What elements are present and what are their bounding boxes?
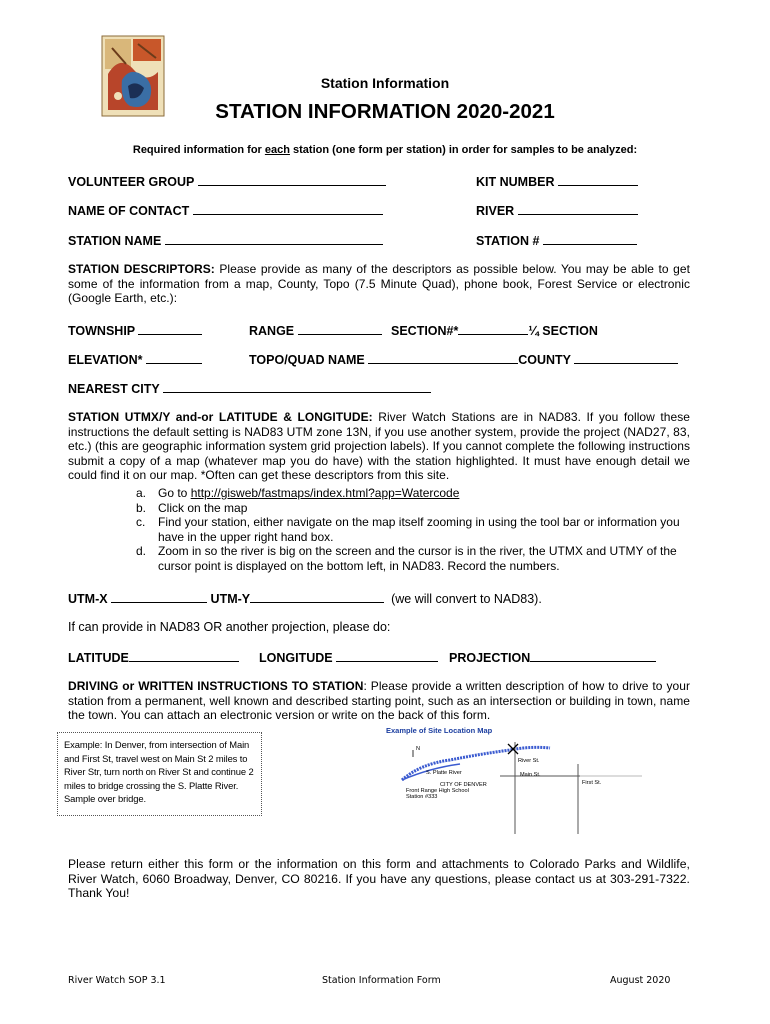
range-field[interactable] [249, 322, 382, 338]
required-note-each: each [264, 144, 290, 156]
section-field[interactable] [391, 322, 598, 338]
utm-paragraph [68, 410, 690, 483]
required-note [0, 144, 770, 156]
river-field[interactable] [476, 202, 638, 218]
station-name-blank[interactable] [165, 232, 383, 245]
utm-x-blank[interactable] [111, 590, 207, 603]
river-label: RIVER [476, 204, 515, 218]
station-number-field[interactable] [476, 232, 637, 248]
nearest-city-blank[interactable] [163, 380, 431, 393]
driving-paragraph [68, 679, 690, 723]
quarter-section-label: ¼ SECTION [528, 324, 598, 338]
station-label: Station #333 [406, 794, 438, 800]
footer-right: August 2020 [610, 975, 671, 986]
first-st-label: First St. [582, 780, 602, 786]
latitude-blank[interactable] [129, 649, 239, 662]
list-item-text: Click on the map [158, 500, 248, 515]
projection-field[interactable] [449, 649, 656, 665]
utm-text: River Watch Stations are in NAD83. If you follow these instructions the default setting is NAD83 UTM zone 13N, if you use another system, provide the project (NAD27, 83, etc.) (this are geographic information system grid projection labels). If you cannot complete the following instructions submit a copy of a map (whatever map you do have) with the station highlighted. It must have enough detail we could find it on our map. *Often can get these descriptors from this site. [68, 410, 690, 483]
station-number-blank[interactable] [543, 232, 637, 245]
kit-number-label: KIT NUMBER [476, 175, 555, 189]
nearest-city-field[interactable] [68, 380, 431, 396]
utm-y-blank[interactable] [250, 590, 384, 603]
township-label: TOWNSHIP [68, 324, 135, 338]
convert-note: (we will convert to NAD83). [391, 592, 542, 606]
list-item-key: b. [136, 500, 147, 515]
kit-number-blank[interactable] [558, 173, 638, 186]
section-blank[interactable] [458, 322, 528, 335]
list-item-key: c. [136, 515, 146, 529]
map-title: Example of Site Location Map [386, 726, 493, 735]
list-item-text: Find your station, either navigate on the map itself zooming in using the tool bar or information you have in the upper right hand box. [158, 515, 680, 544]
list-item-key: a. [136, 486, 147, 500]
longitude-label: LONGITUDE [259, 651, 333, 665]
example-directions-box: Example: In Denver, from intersection of Main and First St, travel west on Main St 2 miles to River Str, turn north on River St and continue 2 miles to bridge crossing the S. Platte River. Sample over bridge. [57, 732, 262, 816]
section-label: SECTION#* [391, 324, 459, 338]
school-label: Front Range High School [406, 788, 469, 794]
township-blank[interactable] [138, 322, 202, 335]
name-of-contact-field[interactable] [68, 202, 383, 218]
station-number-label: STATION # [476, 234, 540, 248]
topo-quad-blank[interactable] [368, 351, 518, 364]
alt-projection-note: If can provide in NAD83 OR another projection, please do: [68, 620, 391, 634]
utm-y-label: UTM-Y [210, 592, 251, 606]
driving-text: : Please provide a written description of how to drive to your station from a permanent, well known and described starting point, such as an intersection or building in town, name the town. You can attach an electronic version or write on the back of this form. [68, 679, 690, 723]
longitude-field[interactable] [259, 649, 438, 665]
station-descriptors-paragraph [68, 262, 690, 306]
latitude-label: LATITUDE [68, 651, 129, 665]
main-st-label: Main St. [520, 772, 541, 778]
longitude-blank[interactable] [336, 649, 438, 662]
river-st-label: River St. [518, 758, 540, 764]
station-information-subtitle: Station Information [320, 75, 450, 91]
utm-heading: STATION UTMX/Y and-or LATITUDE & LONGITUDE: [68, 410, 373, 424]
list-item-key: d. [136, 544, 147, 558]
driving-heading: DRIVING or WRITTEN INSTRUCTIONS TO STATION [68, 679, 364, 693]
list-item-pre: Go to [158, 486, 191, 500]
s-platte-label: S. Platte River [426, 770, 462, 776]
range-label: RANGE [249, 324, 295, 338]
return-instructions: Please return either this form or the information on this form and attachments to Colorado Parks and Wildlife, River Watch, 6060 Broadway, Denver, CO 80216. If you have any questions, please contact us at 303-291-7322. Thank You! [68, 857, 690, 901]
fastmaps-link[interactable]: http://gisweb/fastmaps/index.html?app=Watercode [190, 486, 460, 500]
township-field[interactable] [68, 322, 202, 338]
footer-left: River Watch SOP 3.1 [68, 975, 166, 986]
required-note-post: station (one form per station) in order for samples to be analyzed: [289, 144, 638, 156]
elevation-blank[interactable] [146, 351, 202, 364]
city-label: CITY OF DENVER [440, 782, 487, 788]
page-title: STATION INFORMATION 2020-2021 [215, 100, 555, 123]
volunteer-group-field[interactable] [68, 173, 386, 189]
station-name-label: STATION NAME [68, 234, 162, 248]
required-note-pre: Required information for [132, 144, 265, 156]
projection-label: PROJECTION [449, 651, 531, 665]
kit-number-field[interactable] [476, 173, 638, 189]
county-blank[interactable] [574, 351, 678, 364]
nearest-city-label: NEAREST CITY [68, 382, 160, 396]
volunteer-group-label: VOLUNTEER GROUP [68, 175, 195, 189]
station-descriptors-text: Please provide as many of the descriptors as possible below. You may be able to get some of the information from a map, County, Topo (7.5 Minute Quad), phone book, Forest Service or electronic (Google Earth, etc.): [68, 262, 690, 306]
river-blank[interactable] [518, 202, 638, 215]
latitude-field[interactable] [68, 649, 239, 665]
utm-x-label: UTM-X [68, 592, 108, 606]
list-item-text: Zoom in so the river is big on the screen and the cursor is in the river, the UTMX and UTMY of the cursor point is displayed on the bottom left, in NAD83. Record the numbers. [158, 544, 677, 573]
name-of-contact-blank[interactable] [193, 202, 383, 215]
list-item-text [158, 486, 718, 501]
elevation-field[interactable] [68, 351, 202, 367]
map-drawing [380, 724, 660, 846]
range-blank[interactable] [298, 322, 382, 335]
volunteer-group-blank[interactable] [198, 173, 386, 186]
utm-fields [68, 590, 542, 606]
topo-quad-label: TOPO/QUAD NAME [249, 353, 365, 367]
projection-blank[interactable] [530, 649, 656, 662]
footer-center: Station Information Form [322, 975, 441, 986]
station-descriptors-heading: STATION DESCRIPTORS: [68, 262, 215, 276]
elevation-label: ELEVATION* [68, 353, 143, 367]
name-of-contact-label: NAME OF CONTACT [68, 204, 190, 218]
topo-quad-field[interactable] [249, 351, 678, 367]
county-label: COUNTY [518, 353, 571, 367]
station-name-field[interactable] [68, 232, 383, 248]
site-location-map [380, 724, 660, 846]
north-label: N [416, 746, 421, 752]
